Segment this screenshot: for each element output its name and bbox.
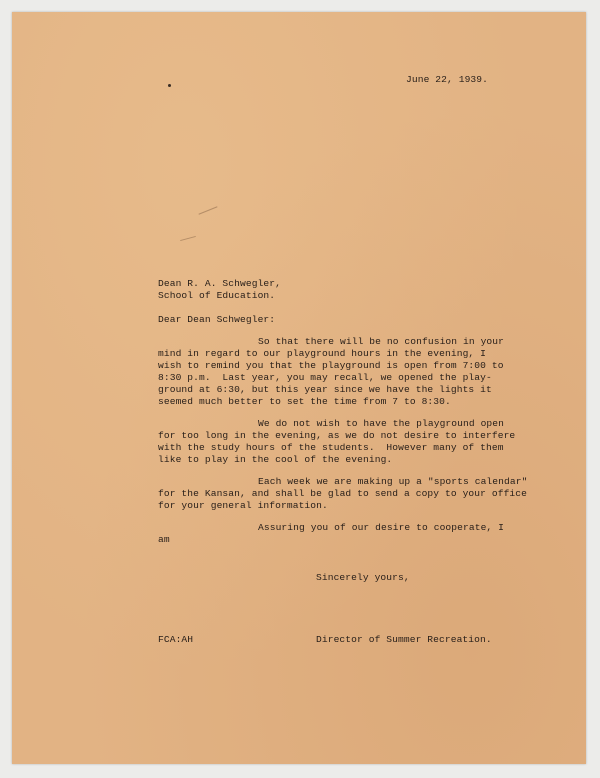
stray-ink-dot (168, 84, 171, 87)
reference-initials: FCA:AH (158, 634, 194, 645)
body-line: seemed much better to set the time from 7 to 8:30. (158, 396, 451, 407)
body-line: Assuring you of our desire to cooperate, I (258, 522, 505, 533)
body-line: 8:30 p.m. Last year, you may recall, we opened the play- (158, 372, 492, 383)
page-smudge (180, 236, 196, 241)
recipient-org: School of Education. (158, 290, 276, 301)
body-line: for the Kansan, and shall be glad to send a copy to your office (158, 488, 528, 499)
recipient-name: Dean R. A. Schwegler, (158, 278, 282, 289)
body-line: like to play in the cool of the evening. (158, 454, 393, 465)
body-line: ground at 6:30, but this year since we have the lights it (158, 384, 492, 395)
body-line: for your general information. (158, 500, 328, 511)
body-line: Each week we are making up a "sports calendar" (258, 476, 528, 487)
body-line: for too long in the evening, as we do not desire to interfere (158, 430, 516, 441)
signature-title: Director of Summer Recreation. (316, 634, 492, 645)
body-line: am (158, 534, 170, 545)
body-line: We do not wish to have the playground open (258, 418, 505, 429)
letter-page (12, 12, 586, 764)
letter-date: June 22, 1939. (406, 74, 489, 85)
page-smudge (199, 206, 218, 214)
salutation: Dear Dean Schwegler: (158, 314, 276, 325)
body-line: wish to remind you that the playground is open from 7:00 to (158, 360, 504, 371)
complimentary-closing: Sincerely yours, (316, 572, 410, 583)
body-line: with the study hours of the students. However many of them (158, 442, 504, 453)
body-line: So that there will be no confusion in your (258, 336, 505, 347)
body-line: mind in regard to our playground hours in the evening, I (158, 348, 487, 359)
